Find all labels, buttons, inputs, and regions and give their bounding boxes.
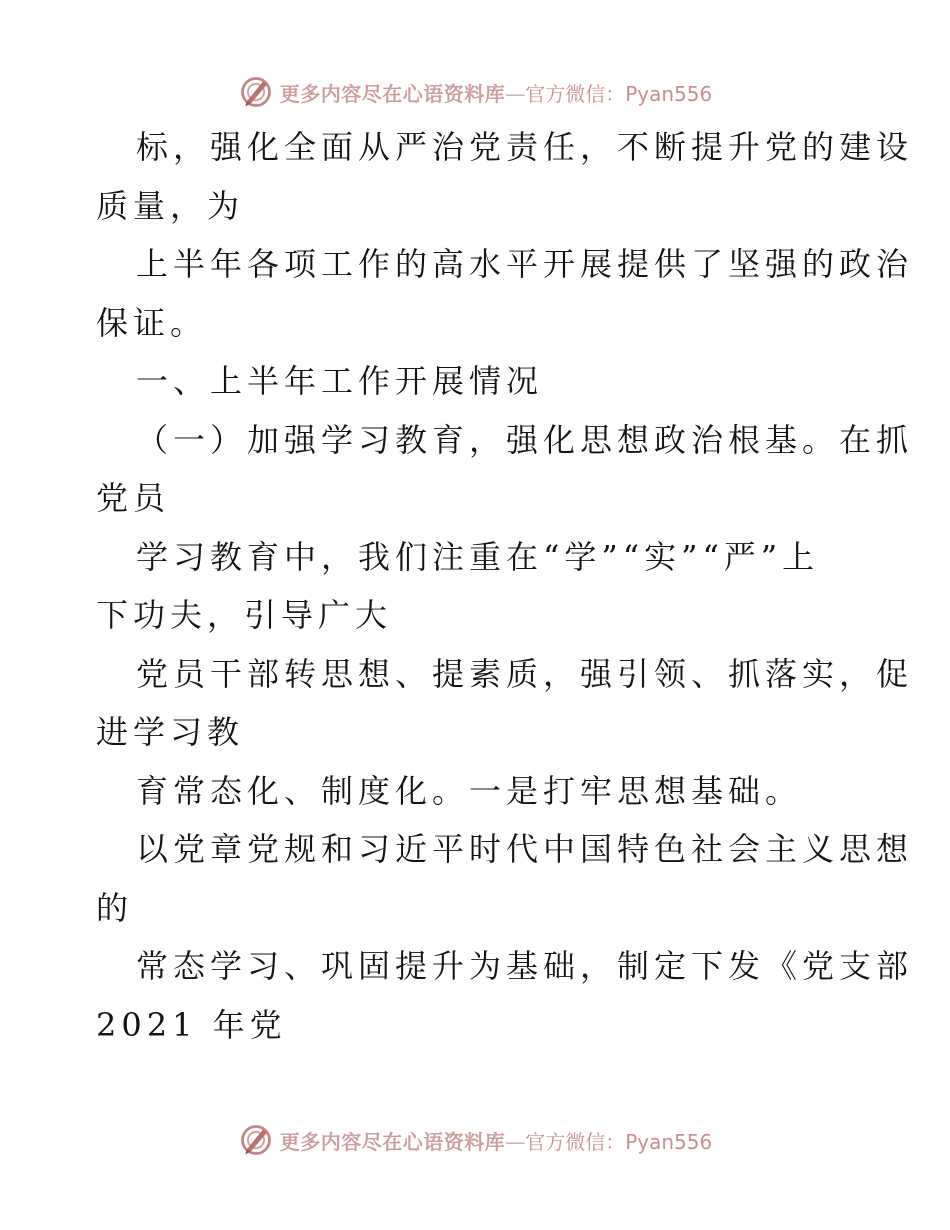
text-line: 以党章党规和习近平时代中国特色社会主义思想 (136, 830, 914, 868)
text-line: 的 (96, 888, 134, 927)
section-heading: 一、上半年工作开展情况 (136, 362, 544, 400)
text-line: 进学习教 (96, 713, 245, 751)
watermark-separator: — (505, 81, 526, 106)
text-line: 下功夫，引导广大 (96, 596, 393, 634)
watermark-contact: 官方微信：Pyan556 (525, 81, 713, 106)
footer-watermark (0, 1120, 950, 1160)
text-line: 保证。 (96, 303, 208, 342)
text-line: 质量，为 (96, 186, 245, 225)
text-line: 学习教育中，我们注重在“学”“实”“严”上 (136, 537, 820, 576)
text-line: 上半年各项工作的高水平开展提供了坚强的政治 (136, 245, 914, 283)
watermark-text (280, 78, 713, 107)
text-line: 标，强化全面从严治党责任，不断提升党的建设 (136, 128, 914, 166)
watermark-text (280, 1126, 713, 1155)
text-line: 常态学习、巩固提升为基础，制定下发《党支部 (136, 947, 914, 985)
pen-logo-icon (238, 74, 274, 110)
text-line: 党员 (96, 479, 171, 517)
pen-logo-icon (238, 1122, 274, 1158)
document-body (96, 118, 914, 1054)
text-line: 党员干部转思想、提素质，强引领、抓落实，促 (136, 654, 914, 693)
header-watermark (0, 72, 950, 112)
watermark-contact: 官方微信：Pyan556 (525, 1129, 713, 1154)
text-line: 2021 年党 (96, 1005, 287, 1044)
watermark-separator: — (505, 1129, 526, 1154)
watermark-brand: 更多内容尽在心语资料库 (279, 1129, 506, 1154)
text-line: （一）加强学习教育，强化思想政治根基。在抓 (136, 420, 914, 459)
text-line: 育常态化、制度化。一是打牢思想基础。 (136, 771, 803, 810)
watermark-brand: 更多内容尽在心语资料库 (279, 81, 506, 106)
